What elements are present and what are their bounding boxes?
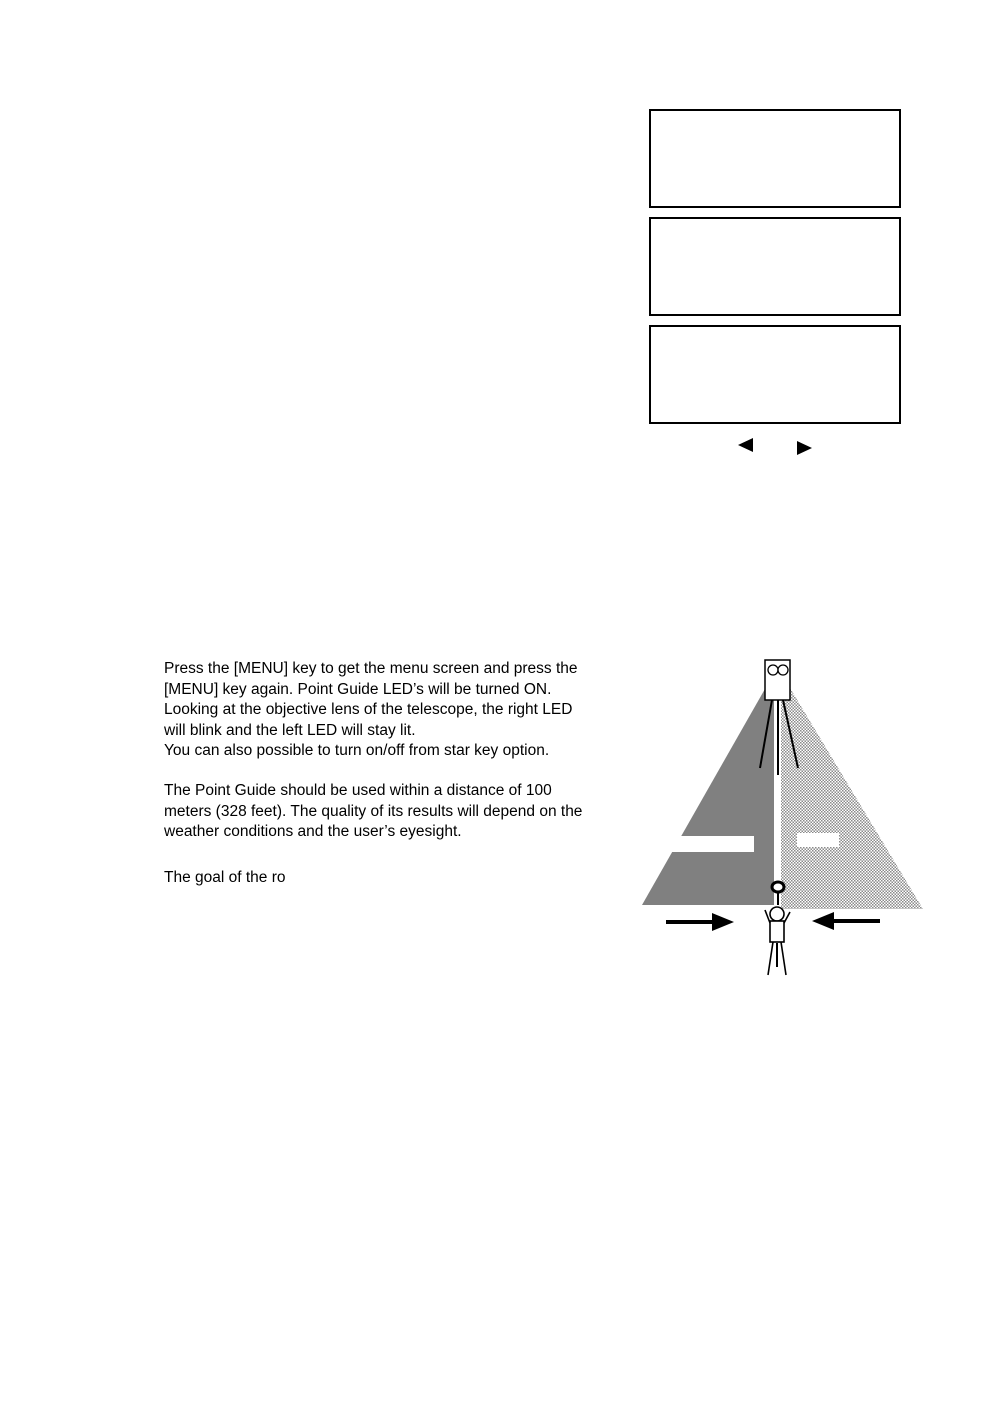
arrow-right-icon xyxy=(666,913,734,931)
text-line: weather conditions and the user’s eyesight. xyxy=(164,823,462,840)
point-guide-instructions xyxy=(164,659,634,762)
point-guide-distance-note xyxy=(164,781,634,843)
triangle-left-icon xyxy=(738,438,753,452)
right-led-icon xyxy=(778,665,788,675)
text-line: You can also possible to turn on/off from star key option. xyxy=(164,742,550,759)
text-line: Looking at the objective lens of the telescope, the right LED xyxy=(164,701,573,718)
left-led-beam xyxy=(642,673,774,905)
screen-display-1 xyxy=(649,109,901,208)
arrow-left-icon xyxy=(812,912,880,930)
right-beam-bar xyxy=(797,833,839,847)
text-line: will blink and the left LED will stay lit. xyxy=(164,721,416,739)
text-line: The goal of the ro xyxy=(164,869,286,886)
point-guide-diagram xyxy=(638,655,930,980)
screen-display-3 xyxy=(649,325,901,424)
left-led-icon xyxy=(768,665,778,675)
text-line: Press the [MENU] key to get the menu screen and press the xyxy=(164,660,578,677)
text-line: meters (328 feet). The quality of its results will depend on the xyxy=(164,802,583,820)
left-beam-bar xyxy=(672,836,754,852)
point-guide-goal xyxy=(164,868,634,889)
text-line: The Point Guide should be used within a distance of 100 xyxy=(164,782,552,799)
screen-display-2 xyxy=(649,217,901,316)
text-line: [MENU] key again. Point Guide LED’s will be turned ON. xyxy=(164,680,552,698)
right-led-beam xyxy=(781,673,923,909)
triangle-right-icon xyxy=(797,441,812,455)
